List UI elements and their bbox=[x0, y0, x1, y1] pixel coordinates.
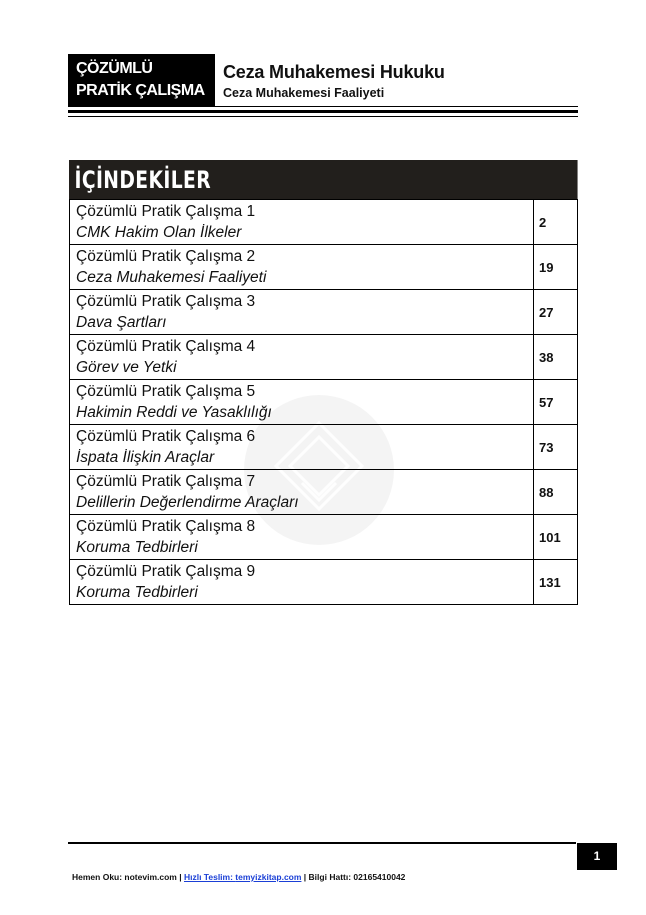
toc-entry-title: Çözümlü Pratik Çalışma 1 bbox=[76, 203, 256, 220]
header-badge-line2: PRATİK ÇALIŞMA bbox=[76, 82, 205, 99]
header-badge bbox=[68, 54, 215, 106]
footer-text bbox=[72, 872, 405, 882]
toc-entry-subtitle: Ceza Muhakemesi Faaliyeti bbox=[76, 269, 267, 286]
footer-rule bbox=[68, 842, 576, 844]
toc-entry-title: Çözümlü Pratik Çalışma 7 bbox=[76, 473, 256, 490]
toc-entry bbox=[70, 245, 534, 290]
toc-page-number: 38 bbox=[534, 335, 578, 380]
toc-row[interactable] bbox=[70, 290, 578, 335]
header-rule-top bbox=[68, 106, 578, 107]
toc-row[interactable] bbox=[70, 245, 578, 290]
toc-entry bbox=[70, 470, 534, 515]
toc-entry-subtitle: Koruma Tedbirleri bbox=[76, 584, 198, 601]
header-subtitle: Ceza Muhakemesi Faaliyeti bbox=[223, 86, 385, 100]
header-rule-bottom bbox=[68, 116, 578, 117]
toc-entry-subtitle: İspata İlişkin Araçlar bbox=[76, 449, 215, 466]
header-rule-thick bbox=[68, 110, 578, 113]
toc-table bbox=[69, 199, 578, 605]
footer-read-label: Hemen Oku: notevim.com bbox=[72, 872, 177, 882]
header-title: Ceza Muhakemesi Hukuku bbox=[223, 62, 445, 82]
toc-row[interactable] bbox=[70, 200, 578, 245]
toc-entry-subtitle: Dava Şartları bbox=[76, 314, 167, 331]
toc-entry bbox=[70, 335, 534, 380]
toc-entry bbox=[70, 380, 534, 425]
toc-entry-title: Çözümlü Pratik Çalışma 3 bbox=[76, 293, 256, 310]
toc-row[interactable] bbox=[70, 515, 578, 560]
toc-entry-title: Çözümlü Pratik Çalışma 5 bbox=[76, 383, 256, 400]
toc-entry-title: Çözümlü Pratik Çalışma 4 bbox=[76, 338, 256, 355]
toc-page-number: 19 bbox=[534, 245, 578, 290]
footer-separator: | bbox=[301, 872, 309, 882]
toc-entry bbox=[70, 515, 534, 560]
toc-entry bbox=[70, 200, 534, 245]
page-number: 1 bbox=[577, 843, 617, 870]
footer-delivery-link[interactable] bbox=[184, 872, 301, 882]
toc-page-number: 2 bbox=[534, 200, 578, 245]
toc-entry-subtitle: CMK Hakim Olan İlkeler bbox=[76, 224, 242, 241]
toc-entry bbox=[70, 560, 534, 605]
toc-entry-subtitle: Hakimin Reddi ve Yasaklılığı bbox=[76, 404, 272, 421]
toc-entry-subtitle: Koruma Tedbirleri bbox=[76, 539, 198, 556]
toc-entry-title: Çözümlü Pratik Çalışma 2 bbox=[76, 248, 256, 265]
toc-page-number: 27 bbox=[534, 290, 578, 335]
toc-row[interactable] bbox=[70, 470, 578, 515]
toc-entry bbox=[70, 290, 534, 335]
toc-entry-subtitle: Delillerin Değerlendirme Araçları bbox=[76, 494, 299, 511]
toc-page-number: 73 bbox=[534, 425, 578, 470]
toc-page-number: 131 bbox=[534, 560, 578, 605]
toc-entry-title: Çözümlü Pratik Çalışma 9 bbox=[76, 563, 256, 580]
toc-page-number: 57 bbox=[534, 380, 578, 425]
toc-entry-subtitle: Görev ve Yetki bbox=[76, 359, 177, 376]
header-badge-line1: ÇÖZÜMLÜ bbox=[76, 60, 153, 77]
footer-delivery-prefix: Hızlı Teslim: bbox=[183, 872, 236, 882]
toc-row[interactable] bbox=[70, 380, 578, 425]
toc-row[interactable] bbox=[70, 335, 578, 380]
toc-row[interactable] bbox=[70, 560, 578, 605]
toc-row[interactable] bbox=[70, 425, 578, 470]
toc-entry-title: Çözümlü Pratik Çalışma 8 bbox=[76, 518, 256, 535]
toc-page-number: 88 bbox=[534, 470, 578, 515]
toc-entry bbox=[70, 425, 534, 470]
toc-entry-title: Çözümlü Pratik Çalışma 6 bbox=[76, 428, 256, 445]
footer-delivery-url: temyizkitap.com bbox=[235, 872, 302, 882]
footer-separator: | bbox=[176, 872, 184, 882]
footer-hotline: Bilgi Hattı: 02165410042 bbox=[308, 872, 406, 882]
toc-page-number: 101 bbox=[534, 515, 578, 560]
toc-heading: İÇİNDEKİLER bbox=[69, 160, 578, 199]
